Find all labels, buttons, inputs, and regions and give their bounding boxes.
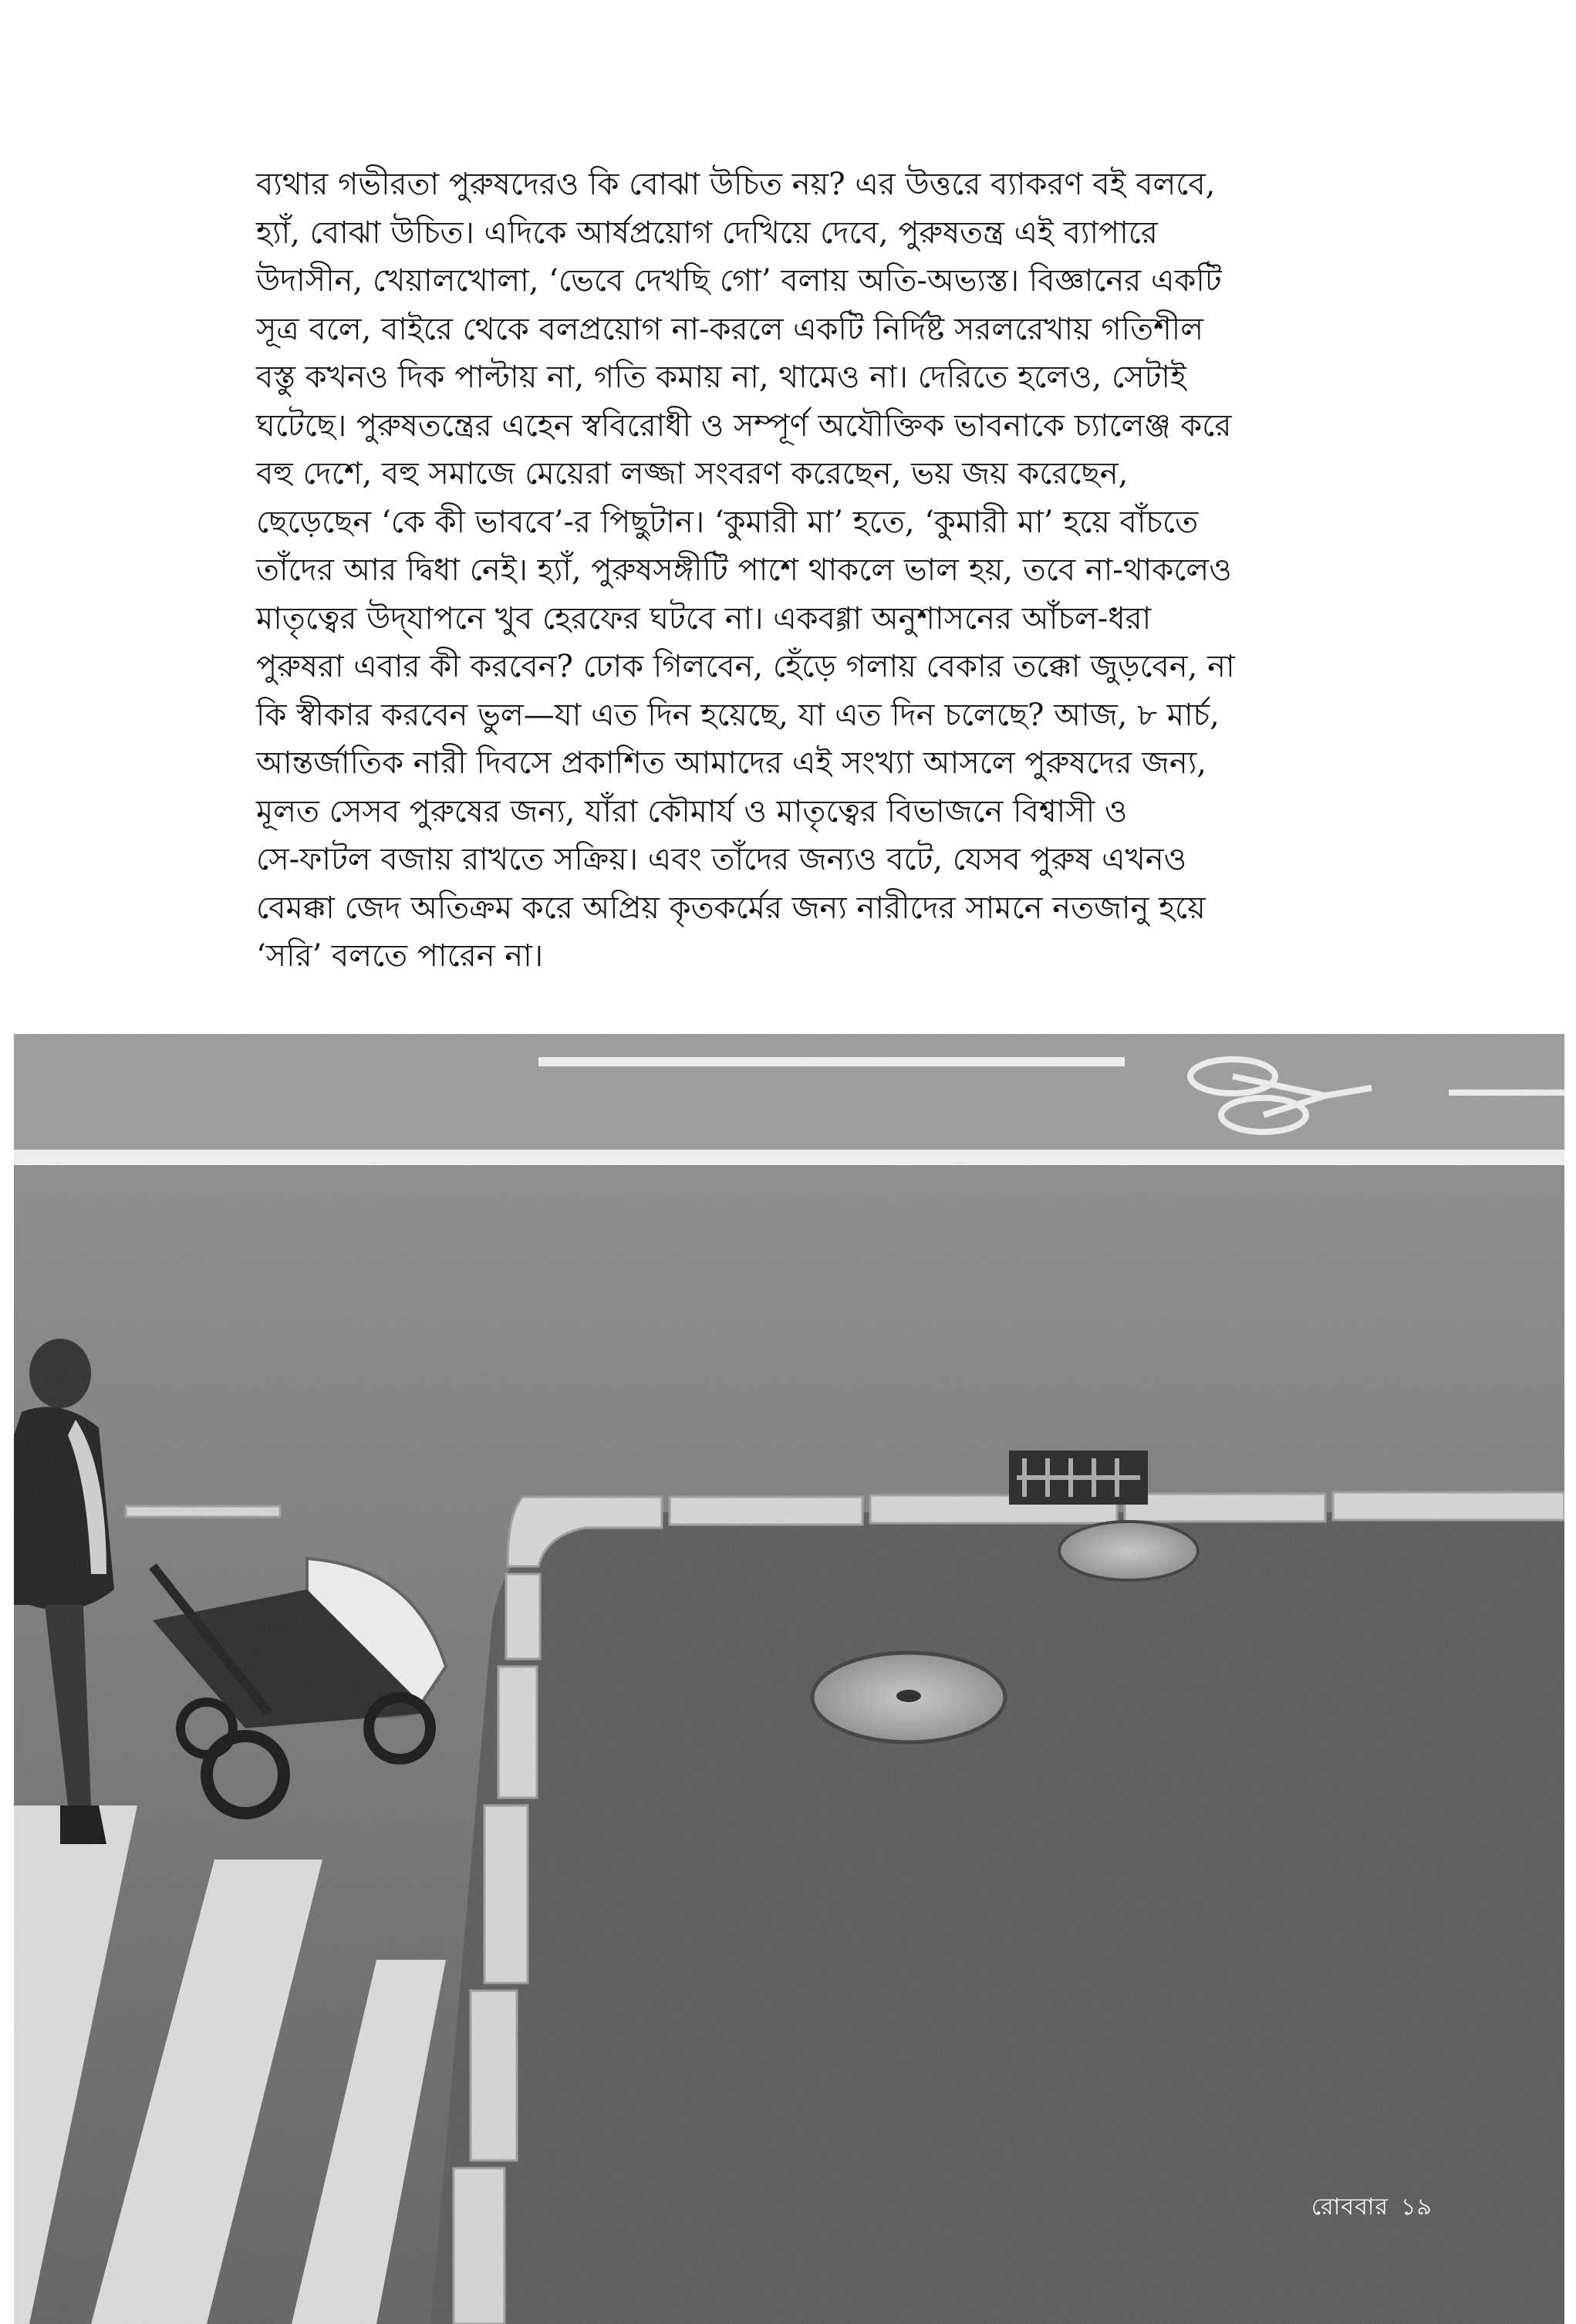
article-line: কি স্বীকার করবেন ভুল—যা এত দিন হয়েছে, যা এত দিন চলেছে? আজ, ৮ মার্চ, [256, 697, 1220, 733]
article-line: হ্যাঁ, বোঝা উচিত। এদিকে আর্ষপ্রয়োগ দেখিয়ে দেবে, পুরুষতন্ত্র এই ব্যাপারে [256, 214, 1158, 251]
page-number: ১৯ [1400, 2194, 1433, 2221]
page-footer [1311, 2188, 1445, 2228]
article-line: মাতৃত্বের উদ্‌যাপনে খুব হেরফের ঘটবে না। একবগ্গা অনুশাসনের আঁচল-ধরা [256, 600, 1152, 637]
photo-grain [14, 1034, 1564, 2324]
article-line: সে-ফাটল বজায় রাখতে সক্রিয়। এবং তাঁদের জন্যও বটে, যেসব পুরুষ এখনও [256, 842, 1187, 877]
article-line: উদাসীন, খেয়ালখোলা, ‘ভেবে দেখছি গো’ বলায় অতি-অভ্যস্ত। বিজ্ঞানের একটি [256, 263, 1222, 299]
article-body [256, 160, 1321, 994]
article-line: ‘সরি’ বলতে পারেন না। [256, 938, 544, 974]
article-line: ছেড়েছেন ‘কে কী ভাববে’-র পিছুটান। ‘কুমারী মা’ হতে, ‘কুমারী মা’ হয়ে বাঁচতে [256, 504, 1199, 540]
article-line: ঘটেছে। পুরুষতন্ত্রের এহেন স্ববিরোধী ও সম্পূর্ণ অযৌক্তিক ভাবনাকে চ্যালেঞ্জ করে [256, 407, 1232, 444]
article-line: মূলত সেসব পুরুষের জন্য, যাঁরা কৌমার্য ও মাতৃত্বের বিভাজনে বিশ্বাসী ও [256, 793, 1128, 829]
photo-illustration [14, 1034, 1564, 2324]
article-line: বস্তু কখনও দিক পাল্টায় না, গতি কমায় না, থামেও না। দেরিতে হলেও, সেটাই [256, 360, 1186, 395]
article-line: বেমক্কা জেদ অতিক্রম করে অপ্রিয় কৃতকর্মের জন্য নারীদের সামনে নতজানু হয়ে [256, 890, 1206, 926]
street-crossing-photo [14, 1034, 1564, 2324]
article-line: তাঁদের আর দ্বিধা নেই। হ্যাঁ, পুরুষসঙ্গীটি পাশে থাকলে ভাল হয়, তবে না-থাকলেও [256, 552, 1232, 588]
article-line: সূত্র বলে, বাইরে থেকে বলপ্রয়োগ না-করলে একটি নির্দিষ্ট সরলরেখায় গতিশীল [256, 311, 1203, 347]
article-line: আন্তর্জাতিক নারী দিবসে প্রকাশিত আমাদের এই সংখ্যা আসলে পুরুষদের জন্য, [256, 745, 1207, 781]
publication-name: রোববার [1311, 2194, 1389, 2221]
article-line: বহু দেশে, বহু সমাজে মেয়েরা লজ্জা সংবরণ করেছেন, ভয় জয় করেছেন, [256, 456, 1129, 491]
article-line: পুরুষরা এবার কী করবেন? ঢোক গিলবেন, হেঁড়ে গলায় বেকার তক্কো জুড়বেন, না [256, 649, 1235, 684]
article-line: ব্যথার গভীরতা পুরুষদেরও কি বোঝা উচিত নয়? এর উত্তরে ব্যাকরণ বই বলবে, [256, 167, 1216, 202]
